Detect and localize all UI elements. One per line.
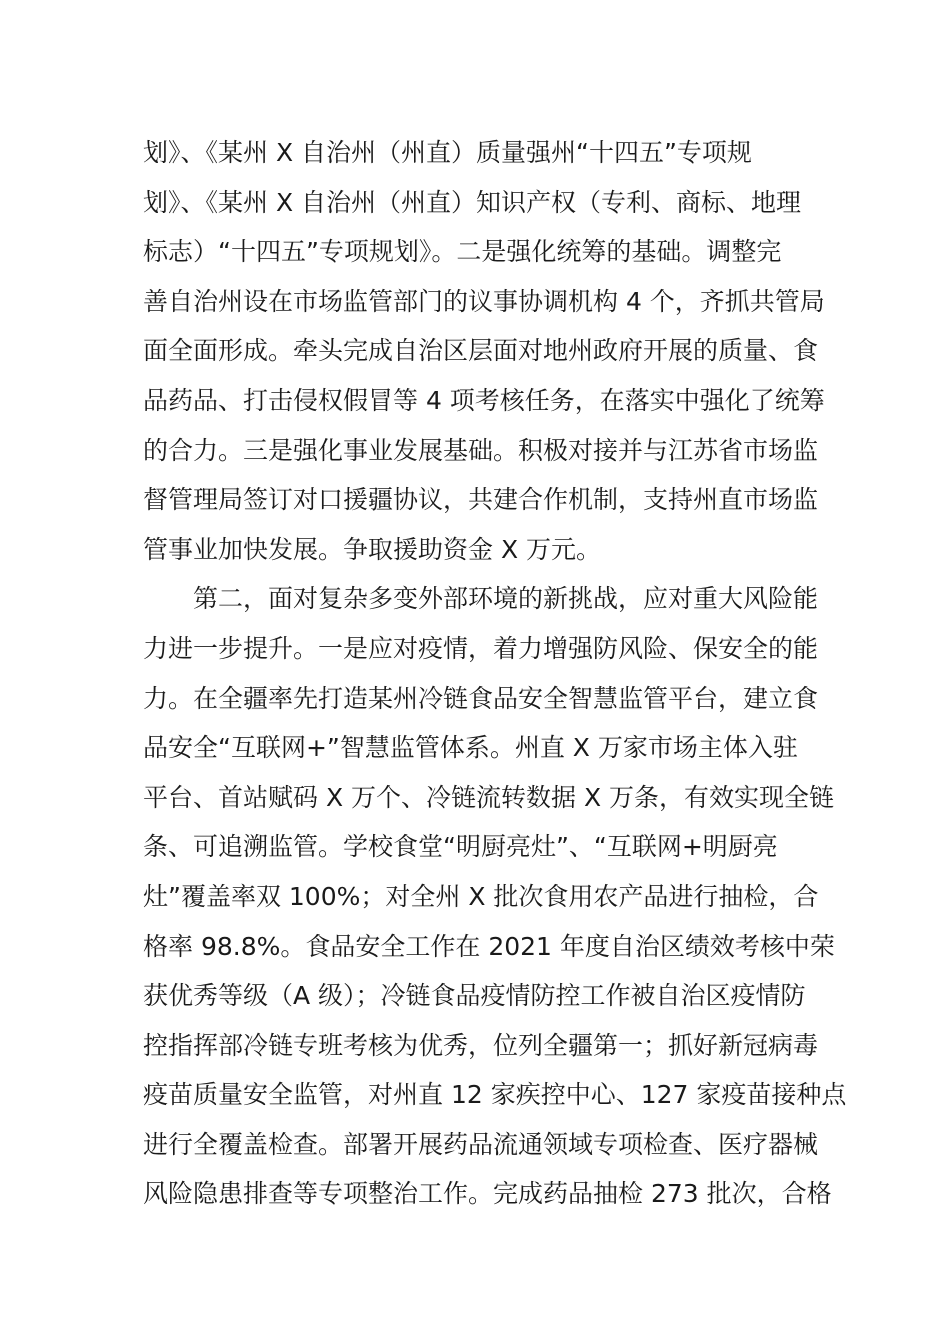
text-line: 划》、《某州 X 自治州（州直）知识产权（专利、商标、地理 xyxy=(143,187,802,217)
text-line: 力进一步提升。一是应对疫情，着力增强防风险、保安全的能 xyxy=(143,633,819,663)
text-line: 管事业加快发展。争取援助资金 X 万元。 xyxy=(143,534,602,564)
text-line: 品安全“互联网+”智慧监管体系。州直 X 万家市场主体入驻 xyxy=(143,733,798,763)
text-line: 善自治州设在市场监管部门的议事协调机构 4 个，齐抓共管局 xyxy=(143,286,825,316)
paragraph-first-line: 第二，面对复杂多变外部环境的新挑战，应对重大风险能 xyxy=(193,584,819,614)
text-line: 平台、首站赋码 X 万个、冷链流转数据 X 万条，有效实现全链 xyxy=(143,782,835,812)
text-line: 进行全覆盖检查。部署开展药品流通领域专项检查、医疗器械 xyxy=(143,1129,819,1159)
text-line: 力。在全疆率先打造某州冷链食品安全智慧监管平台，建立食 xyxy=(143,683,819,713)
text-line: 面全面形成。牵头完成自治区层面对地州政府开展的质量、食 xyxy=(143,336,819,366)
document-body xyxy=(143,128,847,1219)
text-line: 格率 98.8%。食品安全工作在 2021 年度自治区绩效考核中荣 xyxy=(143,931,835,961)
text-line: 品药品、打击侵权假冒等 4 项考核任务，在落实中强化了统筹 xyxy=(143,385,825,415)
text-line: 划》、《某州 X 自治州（州直）质量强州“十四五”专项规 xyxy=(143,138,752,167)
text-line: 督管理局签订对口援疆协议，共建合作机制，支持州直市场监 xyxy=(143,485,819,515)
text-line: 疫苗质量安全监管，对州直 12 家疾控中心、127 家疫苗接种点 xyxy=(143,1080,847,1110)
text-line: 风险隐患排查等专项整治工作。完成药品抽检 273 批次，合格 xyxy=(143,1179,832,1209)
text-line: 条、可追溯监管。学校食堂“明厨亮灶”、“互联网+明厨亮 xyxy=(143,832,778,862)
text-line: 灶”覆盖率双 100%；对全州 X 批次食用农产品进行抽检，合 xyxy=(143,881,819,911)
text-line: 的合力。三是强化事业发展基础。积极对接并与江苏省市场监 xyxy=(143,435,819,465)
text-line: 控指挥部冷链专班考核为优秀，位列全疆第一；抓好新冠病毒 xyxy=(143,1030,819,1060)
text-line: 获优秀等级（A 级）；冷链食品疫情防控工作被自治区疫情防 xyxy=(143,981,806,1011)
text-line: 标志）“十四五”专项规划》。二是强化统筹的基础。调整完 xyxy=(143,237,782,267)
